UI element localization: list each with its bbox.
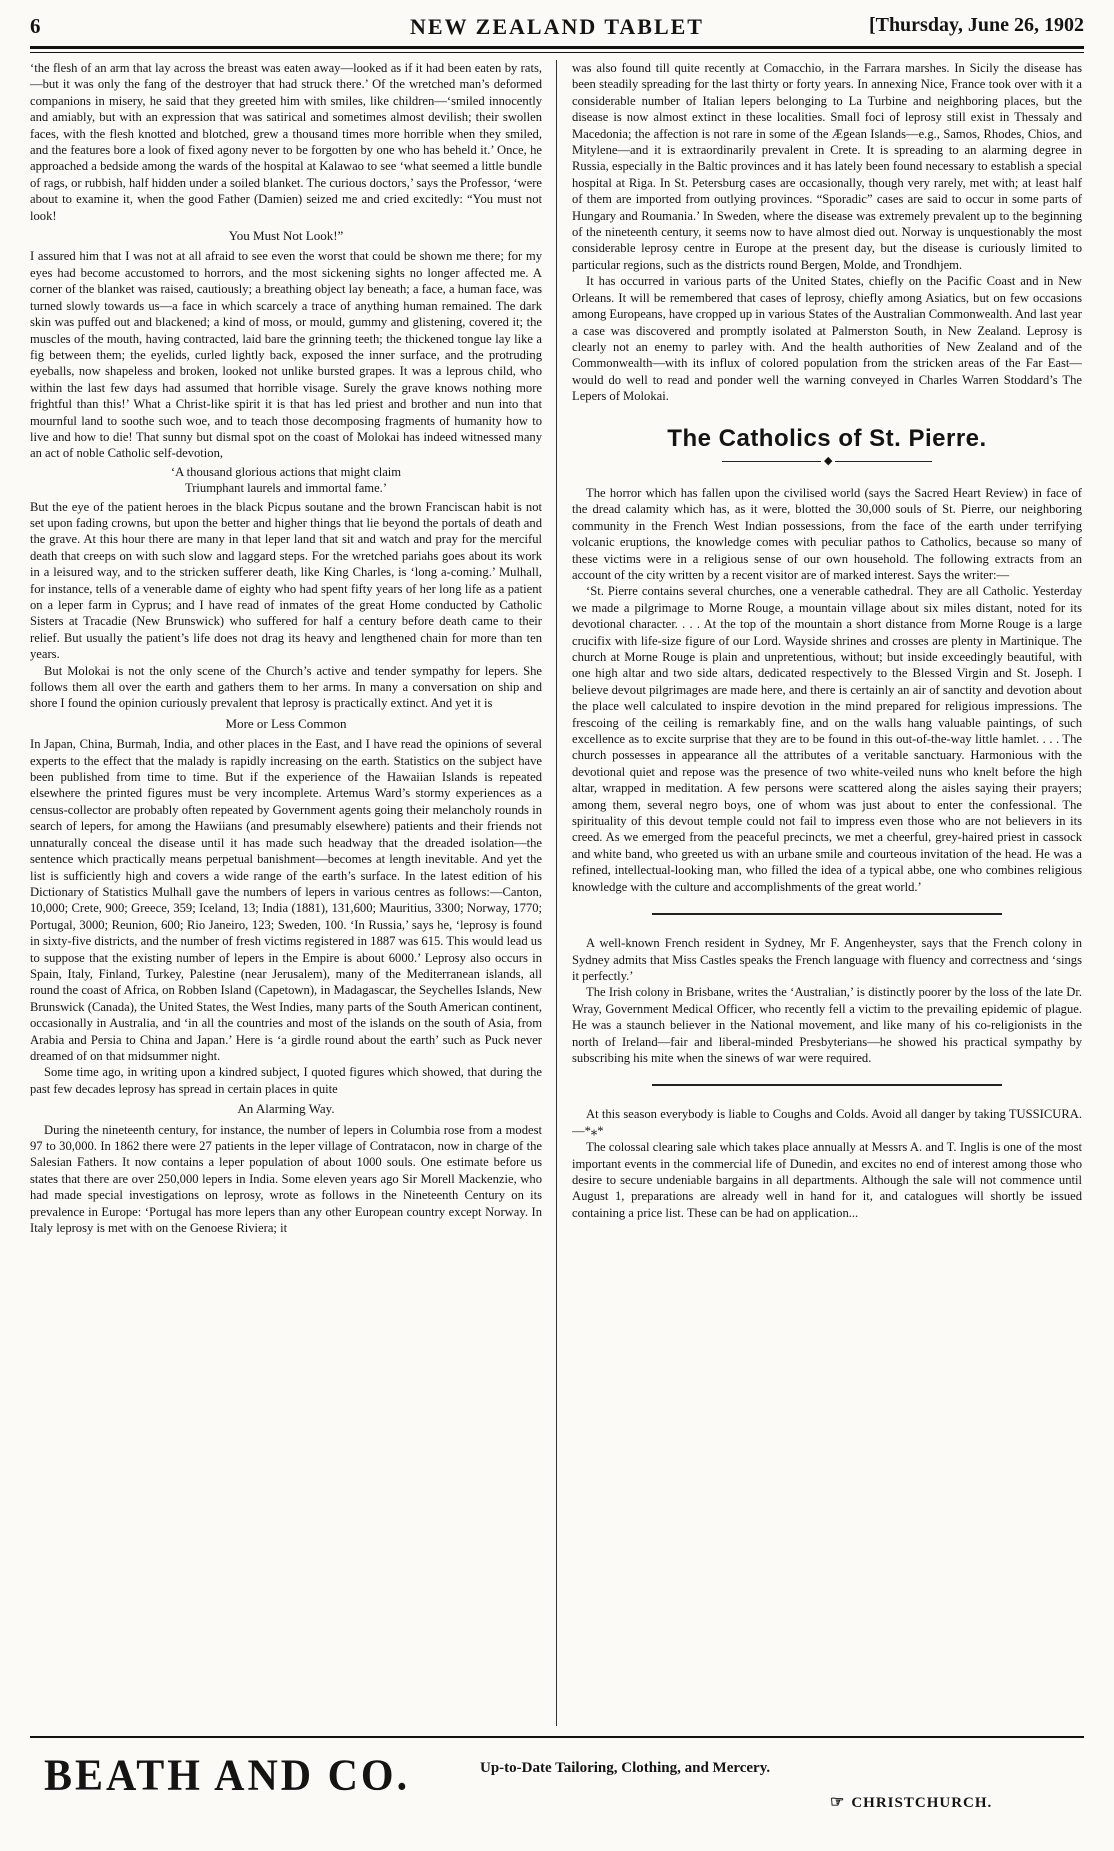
paragraph: ‘the flesh of an arm that lay across the breast was eaten away—looked as if it had been eaten by rats,—but it was only the fang of the destroyer that had struck there.’ Of the wretched man’s deformed companions in misery, he said that they greeted him with smiles, like children—‘smiled innocently and amiably, but with an expression that was satirical and sometimes almost devilish; their swollen faces, with the flesh knotted and blotched, grew a thousand times more horrible when they smiled, and the features bore a look of fixed agony never to be forgotten by one who has beheld it.’ Once, he approached a bedside among the wards of the hospital at Kalawao to see ‘what seemed a little bundle of rags, or rubbish, half hidden under a soiled blanket. The curious doctors,’ says the Professor, ‘were about to examine it, when the good Father (Damien) seized me and cried excitedly: “You must not look! (30, 61, 542, 223)
verse-line: Triumphant laurels and immortal fame.’ (184, 481, 388, 496)
advertiser-name: BEATH AND CO. (44, 1751, 411, 1801)
section-rule (652, 913, 1002, 915)
verse-quote (30, 464, 542, 497)
column-divider (556, 60, 557, 1726)
header-rule (30, 46, 1084, 49)
advertiser-tagline: Up-to-Date Tailoring, Clothing, and Mercery. (480, 1760, 771, 1776)
subheading: More or Less Common (225, 715, 347, 731)
quoted-paragraph: ‘St. Pierre contains several churches, one a venerable cathedral. They are all Catholic. Yesterday we made a pilgrimage to Morne Rouge, a mountain village about six miles distant, noted for its devotional character. . . . At the top of the mountain a short distance from Morne Rouge is a large crucifix with life-size figure of our Lord. Wayside shrines and crosses are plenty in Martinique. The church at Morne Rouge is plain and unpretentious, without; but inside exceedingly beautiful, with one high altar and two side altars, dedicated respectively to the Blessed Virgin and St. Joseph. I believe devout pilgrimages are made here, and there is certainly an air of sanctity and devotion about the place well calculated to inspire devotion in the mind prepared for religious impressions. The frescoing of the ceiling is remarkably fine, and on the walls hang valuable paintings, of such excellence as to excite surprise that they are to be found in this out-of-the-way little hamlet. . . . The church possesses in appearance all the attributes of a veritable sanctuary. Harmonious with the devotional quiet and repose was the presence of two white-veiled nuns who knelt before the high altar, wrapped in meditation. A few persons were scattered along the aisles saying their prayers; among them, several negro boys, one of whom was just about to enter the confessional. The spirituality of this devout temple could not fail to impress even those who are not believers in its creed. As we emerged from the peaceful precincts, we met a cheerful, grey-haired priest in cassock and white band, who greeted us with an urbane smile and courteous invitation of the head. He was a refined, intellectual-looking man, who filled the idea of a typical abbe, one who combines religious knowledge with the culture and accomplishments of the great world.’ (572, 584, 1082, 894)
article-title: The Catholics of St. Pierre. (667, 424, 987, 452)
pointing-hand-icon: ☞ (830, 1794, 846, 1811)
paragraph: But the eye of the patient heroes in the black Picpus soutane and the brown Franciscan habit is not set upon fading crowns, but upon the better and higher things that lie beyond the portals of death and the grave. At this hour there are many in that leper land that sit and watch and pray for the merciful death that creeps on with such slow and laggard steps. For the wretched pariahs goes about its work in a leisured way, and to the stricken sufferer death, like King Charles, is ‘long a-coming.’ Mulhall, for instance, tells of a venerable dame of eighty who had spent fifty years of her long life as a patient on a leper farm in Cyprus; and I have read of inmates of the great Home conducted by Catholic Sisters at Tracadie (New Brunswick) who suffered for half a century before death came to their relief. But usually the patient’s life does not drag its heavy and lengthened chain for more than ten years. (30, 499, 542, 662)
verse-line: ‘A thousand glorious actions that might claim (170, 464, 402, 479)
issue-date: [Thursday, June 26, 1902 (868, 14, 1084, 36)
subheading: An Alarming Way. (237, 1101, 335, 1117)
paragraph: The Irish colony in Brisbane, writes the ‘Australian,’ is distinctly poorer by the loss of the late Dr. Wray, Government Medical Officer, who recently fell a victim to the prevailing epidemic of plague. He was a staunch believer in the National movement, and like many of his co-religionists in the north of Ireland—fair and liberal-minded Presbyterians—he showed his practical sympathy by subscribing his mite when the sinews of war were required. (572, 985, 1082, 1065)
header-rule-thin (30, 52, 1084, 53)
advertiser-city-line (830, 1792, 992, 1812)
title-ornament-rule (722, 455, 932, 469)
masthead: NEW ZEALAND TABLET (410, 14, 704, 39)
subheading: You Must Not Look!” (228, 228, 344, 244)
paragraph: A well-known French resident in Sydney, Mr F. Angenheyster, says that the French colony in Sydney admits that Miss Castles speaks the French language with fluency and correctness and ‘sings it perfectly.’ (572, 936, 1082, 983)
paragraph: During the nineteenth century, for instance, the number of lepers in Columbia rose from a modest 97 to 30,000. In 1862 there were 27 patients in the leper village of Contratacon, now in charge of the Salesian Fathers. It now contains a leper population of about 1000 souls. One estimate before us states that there are over 250,000 lepers in India. Some eleven years ago Sir Morell Mackenzie, who had made special investigations on leprosy, wrote as follows in the Nineteenth Century on its prevalence in Europe: ‘Portugal has more lepers than any other European country except Norway. In Italy leprosy is met with on the Genoese Riviera; it (30, 1122, 542, 1236)
section-rule (652, 1084, 1002, 1086)
paragraph: It has occurred in various parts of the United States, chiefly on the Pacific Coast and in New Orleans. It will be remembered that cases of leprosy, chiefly among Asiatics, but on few occasions among Europeans, have cropped up in various States of the Australian Commonwealth. And last year a case was discovered and promptly isolated at Palmerston South, in New Zealand. Leprosy is clearly not an enemy to parley with. And the health authorities of New Zealand and of the Commonwealth—with its influx of colored population from the stricken areas of the Far East—would do well to read and ponder well the warning conveyed in Charles Warren Stoddard’s The Lepers of Molokai. (572, 274, 1082, 404)
paragraph: The horror which has fallen upon the civilised world (says the Sacred Heart Review) in face of the dread calamity which has, as it were, blotted the 30,000 souls of St. Pierre, our neighboring community in the French West Indian possessions, from the face of the earth under terrifying volcanic eruptions, the knowledge comes with peculiar pathos to Catholics, because so many of these victims were in a religious sense of our own household. The following extracts from an account of the city written by a recent visitor are of marked interest. Says the writer:— (572, 485, 1082, 582)
paragraph: Some time ago, in writing upon a kindred subject, I quoted figures which showed, that during the past few decades leprosy has spread in certain places in quite (30, 1065, 542, 1096)
advert-paragraph: At this season everybody is liable to Coughs and Colds. Avoid all danger by taking TUSSICURA.—*⁎* (572, 1107, 1082, 1138)
page-number: 6 (30, 14, 41, 38)
paragraph: was also found till quite recently at Comacchio, in the Farrara marshes. In Sicily the disease has been steadily spreading for the last thirty or forty years. In annexing Nice, France took over with it a considerable number of Italian lepers belonging to La Turbine and neighboring places, but the disease is now almost extinct in these localities. Small foci of leprosy still exist in Thessaly and Macedonia; the affection is not rare in some of the Ægean Islands—e.g., Samos, Rhodes, Chios, and Mitylene—and it is extraordinarily prevalent in Crete. It is spreading to an alarming degree in Russia, especially in the Baltic provinces and it has lately been found necessary to establish a special hospital at Riga. In St. Petersburg cases are occasionally, though very rarely, met with; at least half of them are imported from outlying provinces. “Sporadic” cases are said to occur in some parts of Hungary and Roumania.’ In Sweden, where the disease was extremely prevalent up to the beginning of the nineteenth century, it seems now to have almost died out. Norway is unquestionably the most considerable leprosy centre in Europe at the present day, but the disease is curiously limited to particular regions, such as the districts round Bergen, Molde, and Trondhjem. (572, 61, 1082, 272)
paragraph: I assured him that I was not at all afraid to see even the worst that could be shown me there; for my eyes had become accustomed to horrors, and the most sickening sights no longer affected me. A corner of the blanket was raised, cautiously; a breathing object lay beneath; a face, a human face, was turned slowly towards us—a face in which scarcely a trace of anything human remained. The dark skin was puffed out and blackened; a kind of moss, or mould, gummy and glistening, covered it; the muscles of the mouth, having contracted, laid bare the grinning teeth; the thickened tongue lay like a fig between them; the eyelids, curled lightly back, exposed the inner surface, and the protruding eyeballs, now shapeless and broken, looked not unlike bursted grapes. It was a leprous child, who within the last few days had assumed that horrible visage. Surely the grave knows nothing more frightful than this!’ What a Christ-like spirit it is that has led priest and brother and nun into that mournful land to soothe such woe, and to teach those decomposing fragments of humanity how to live and how to die! That sunny but dismal spot on the coast of Molokai has indeed witnessed many an act of noble Catholic self-devotion, (30, 249, 542, 461)
page-header (30, 14, 1084, 44)
diamond-icon: ◆ (821, 456, 835, 467)
right-column (572, 60, 1082, 1724)
left-column (30, 60, 542, 1724)
paragraph: In Japan, China, Burmah, India, and other places in the East, and I have read the opinions of several experts to the effect that the malady is rapidly increasing on the earth. Statistics on the subject have been published from time to time. But if the experience of the Hawaiian Islands is repeated elsewhere the printed figures must be very incomplete. Artemus Ward’s stormy experiences as a census-collector are probably often repeated by Government agents going their melancholy rounds in search of lepers, for among the Hawiians (and presumably elsewhere) patients and their friends not unnaturally conceal the disease until it has made such headway that the dreaded isolation—the sentence which practically means perpetual banishment—becomes at length inevitable. And yet the list is sufficiently high and covers a wide range of the earth’s surface. In the latest edition of his Dictionary of Statistics Mulhall gave the numbers of lepers in various centres as follows:—Canton, 10,000; Crete, 900; Greece, 359; Iceland, 13; India (1881), 131,600; Mauritius, 3300; Norway, 1770; Portugal, 3000; Reunion, 600; Rio Janeiro, 123; Sweden, 100. ‘In Russia,’ says he, ‘leprosy is found in sixty-five districts, and the number of fresh victims registered in 1887 was 615. This would lead us to suppose that the existing number of lepers in the Empire is about 6000.’ Leprosy also occurs in Spain, Italy, Finland, Turkey, Palestine (near Jerusalem), many of the Mediterranean islands, all round the coast of Africa, on Robben Island (Capetown), in Madagascar, the Seychelles Islands, New Brunswick (Canada), the United States, the West Indies, many parts of the South American continent, occasionally in Australia, and ‘in all the countries and most of the islands on the south of Asia, from Arabia and Persia to China and Japan.’ Here is ‘a girdle round about the earth’ such as Puck never dreamed of on that midsummer night. (30, 737, 542, 1063)
paragraph: The colossal clearing sale which takes place annually at Messrs A. and T. Inglis is one of the most important events in the commercial life of Dunedin, and excites no end of interest among those who desire to secure undeniable bargains in all departments. Although the sale will not commence until August 1, preparations are already well in hand for it, and catalogues will shortly be issued containing a price list. These can be had on application... (572, 1140, 1082, 1220)
footer-rule (30, 1736, 1084, 1738)
paragraph: But Molokai is not the only scene of the Church’s active and tender sympathy for lepers. She follows them all over the earth and gathers them to her arms. In many a conversation on ship and shore I found the opinion curiously prevalent that leprosy is practically extinct. And yet it is (30, 663, 542, 711)
advertiser-city: CHRISTCHURCH. (851, 1795, 993, 1811)
